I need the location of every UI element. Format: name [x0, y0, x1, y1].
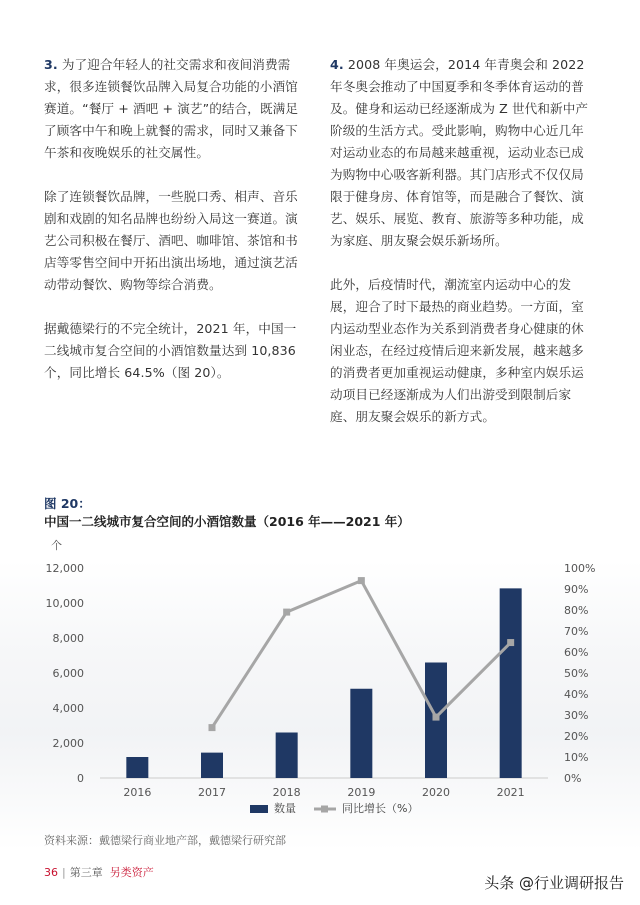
x-tick-label: 2020 [422, 786, 450, 799]
paragraph-text: 除了连锁餐饮品牌，一些脱口秀、相声、音乐剧和戏剧的知名品牌也纷纷入局这一赛道。演艺公司积极在餐厅、酒吧、咖啡馆、茶馆和书店等零售空间中开拓出演出场地，通过演艺活动带动餐饮、购物等综合消费。 [44, 189, 298, 292]
y-axis-unit: 个 [51, 539, 62, 552]
y-left-tick-label: 10,000 [45, 597, 84, 610]
y-right-tick-label: 100% [564, 562, 596, 575]
y-left-tick-label: 8,000 [52, 632, 84, 645]
y-right-tick-label: 50% [564, 667, 589, 680]
section-label: 另类资产 [109, 866, 154, 879]
bar-line-chart [0, 550, 640, 830]
legend-swatch-bars [250, 805, 268, 813]
x-tick-label: 2016 [123, 786, 152, 799]
bar [350, 689, 372, 778]
right-text-column [330, 54, 592, 450]
bar [500, 588, 522, 778]
y-right-tick-label: 30% [564, 709, 589, 722]
growth-point [507, 639, 514, 646]
paragraph-text: 2008 年奥运会，2014 年青奥会和 2022 年冬奥会推动了中国夏季和冬季体育运动的普及。健身和运动已经逐渐成为 Z 世代和新中产阶级的生活方式。受此影响，购物中心近几年对运动业态的布局越来越重视，运动业态已成为购物中心吸客新利器。其门店形式不仅仅局限于健身房、体育馆等，而是融合了餐饮、演艺、娱乐、展览、教育、旅游等多种功能，成为家庭、朋友聚会娱乐新场所。 [330, 57, 589, 248]
figure-label: 图 20： [44, 496, 91, 511]
paragraph-number: 4. [330, 57, 344, 72]
y-left-tick-label: 6,000 [52, 667, 84, 680]
y-right-tick-label: 40% [564, 688, 589, 701]
left-text-column [44, 54, 306, 406]
bar [201, 753, 223, 778]
footer-separator: | [62, 866, 66, 879]
page-footer [44, 864, 154, 880]
y-right-tick-label: 70% [564, 625, 589, 638]
paragraph-4 [330, 54, 592, 252]
y-right-tick-label: 60% [564, 646, 589, 659]
x-tick-label: 2017 [198, 786, 226, 799]
y-right-tick-label: 20% [564, 730, 589, 743]
growth-point [358, 577, 365, 584]
source-note: 资料来源：戴德梁行商业地产部，戴德梁行研究部 [44, 834, 286, 847]
y-left-tick-label: 4,000 [52, 702, 84, 715]
legend-swatch-marker [321, 806, 328, 813]
paragraph-text: 据戴德梁行的不完全统计，2021 年，中国一二线城市复合空间的小酒馆数量达到 10,836 个，同比增长 64.5%（图 20）。 [44, 321, 297, 380]
growth-point [283, 609, 290, 616]
legend-label-bars: 数量 [274, 802, 296, 815]
growth-point [433, 714, 440, 721]
x-tick-label: 2021 [496, 786, 525, 799]
y-left-tick-label: 0 [77, 772, 84, 785]
paragraph-text: 为了迎合年轻人的社交需求和夜间消费需求，很多连锁餐饮品牌入局复合功能的小酒馆赛道。“餐厅 + 酒吧 + 演艺”的结合，既满足了顾客中午和晚上就餐的需求，同时又兼备下午茶和夜晚娱乐的社交属性。 [44, 57, 299, 160]
watermark: 头条 @行业调研报告 [484, 874, 624, 892]
y-right-tick-label: 80% [564, 604, 589, 617]
y-right-tick-label: 0% [564, 772, 582, 785]
growth-point [209, 724, 216, 731]
y-left-tick-label: 2,000 [52, 737, 84, 750]
figure-title: 中国一二线城市复合空间的小酒馆数量（2016 年——2021 年） [44, 514, 410, 529]
paragraph-number: 3. [44, 57, 58, 72]
y-left-tick-label: 12,000 [45, 562, 84, 575]
x-tick-label: 2018 [272, 786, 301, 799]
y-right-tick-label: 10% [564, 751, 589, 764]
page-number: 36 [44, 866, 58, 879]
legend-label-line: 同比增长（%） [342, 802, 419, 815]
x-tick-label: 2019 [347, 786, 376, 799]
bar [126, 757, 148, 778]
chapter-label: 第三章 [69, 866, 103, 879]
y-right-tick-label: 90% [564, 583, 589, 596]
paragraph-3 [44, 54, 306, 164]
paragraph-text: 此外，后疫情时代，潮流室内运动中心的发展，迎合了时下最热的商业趋势。一方面，室内运动型业态作为关系到消费者身心健康的休闲业态，在经过疫情后迎来新发展，越来越多的消费者更加重视运动健康，多种室内娱乐运动项目已经逐渐成为人们出游受到限制后家庭、朋友聚会娱乐的新方式。 [330, 277, 584, 424]
bar [276, 733, 298, 779]
